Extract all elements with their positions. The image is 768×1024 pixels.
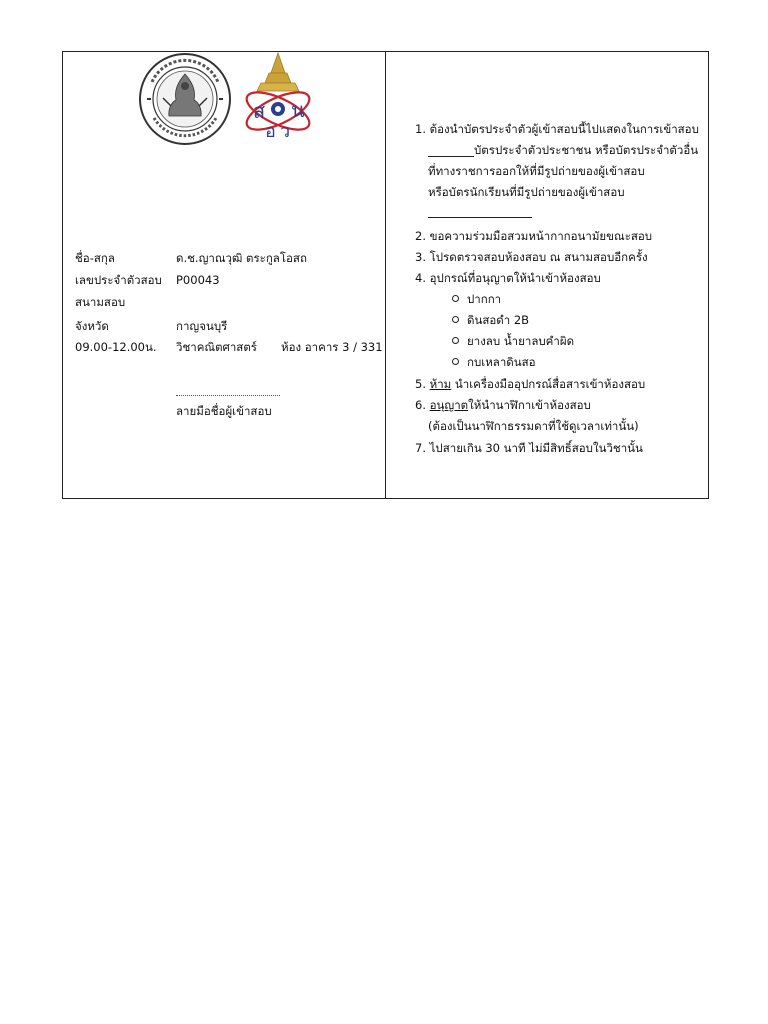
exam-id-value: P00043 xyxy=(176,273,220,287)
rule-5-number: 5. xyxy=(415,377,426,391)
silpakorn-university-seal-logo xyxy=(138,52,232,146)
allowed-item: ดินสอดำ 2B xyxy=(467,313,530,327)
bullet-icon xyxy=(452,337,459,344)
rule-6-keyword: อนุญาต xyxy=(429,398,469,412)
exam-time: 09.00-12.00น. xyxy=(75,340,157,354)
rule-6-line-2: (ต้องเป็นนาฬิกาธรรมดาที่ใช้ดูเวลาเท่านั้น) xyxy=(428,419,639,433)
bullet-icon xyxy=(452,316,459,323)
rule-1-line-2-text: บัตรประจำตัวประชาชน หรือบัตรประจำตัวอื่น xyxy=(474,143,699,157)
rule-5-keyword: ห้าม xyxy=(429,377,452,391)
rule-5-text: นำเครื่องมืออุปกรณ์สื่อสารเข้าห้องสอบ xyxy=(451,377,646,391)
exam-subject: วิชาคณิตศาสตร์ xyxy=(176,340,257,354)
svg-text:น: น xyxy=(291,98,305,122)
name-label: ชื่อ-สกุล xyxy=(75,251,115,265)
allowed-item: ยางลบ น้ำยาลบคำผิด xyxy=(467,334,575,348)
rule-6-text: ให้นำนาฬิกาเข้าห้องสอบ xyxy=(468,398,591,412)
rule-1-underline xyxy=(428,217,532,218)
rule-1-line-4: หรือบัตรนักเรียนที่มีรูปถ่ายของผู้เข้าสอบ xyxy=(428,185,625,199)
venue-label: สนามสอบ xyxy=(75,295,126,309)
rule-1-number: 1. xyxy=(415,122,426,136)
svg-text:ส: ส xyxy=(253,99,266,123)
svg-text:อ: อ xyxy=(265,121,276,142)
exam-id-label: เลขประจำตัวสอบ xyxy=(75,273,162,287)
rule-1-line-3: ที่ทางราชการออกให้ที่มีรูปถ่ายของผู้เข้าสอบ xyxy=(428,164,645,178)
allowed-item: ปากกา xyxy=(467,292,502,306)
rule-5 xyxy=(415,377,645,391)
signature-label: ลายมือชื่อผู้เข้าสอบ xyxy=(176,404,272,418)
name-value: ด.ช.ญาณวุฒิ ตระกูลโอสถ xyxy=(176,251,307,265)
signature-line xyxy=(176,395,280,396)
exam-emblem-logo xyxy=(239,51,317,149)
bullet-icon xyxy=(452,295,459,302)
svg-text:ว: ว xyxy=(280,121,291,142)
rule-1-text: ต้องนำบัตรประจำตัวผู้เข้าสอบนี้ไปแสดงในการเข้าสอบ xyxy=(429,122,699,136)
card-divider xyxy=(385,51,386,499)
exam-room: ห้อง อาคาร 3 / 331 xyxy=(281,340,383,354)
rule-1-line-2 xyxy=(428,143,698,157)
province-value: กาญจนบุรี xyxy=(176,319,228,333)
allowed-item: กบเหลาดินสอ xyxy=(467,355,536,369)
rule-3: 3. โปรดตรวจสอบห้องสอบ ณ สนามสอบอีกครั้ง xyxy=(415,250,648,264)
rule-4: 4. อุปกรณ์ที่อนุญาตให้นำเข้าห้องสอบ xyxy=(415,271,601,285)
province-label: จังหวัด xyxy=(75,319,109,333)
rule-7: 7. ไปสายเกิน 30 นาที ไม่มีสิทธิ์สอบในวิชานั้น xyxy=(415,441,643,455)
rule-6-number: 6. xyxy=(415,398,426,412)
rule-2: 2. ขอความร่วมมือสวมหน้ากากอนามัยขณะสอบ xyxy=(415,229,653,243)
rule-1 xyxy=(415,122,699,136)
rule-6 xyxy=(415,398,591,412)
rule-1-blank xyxy=(428,144,474,157)
bullet-icon xyxy=(452,358,459,365)
